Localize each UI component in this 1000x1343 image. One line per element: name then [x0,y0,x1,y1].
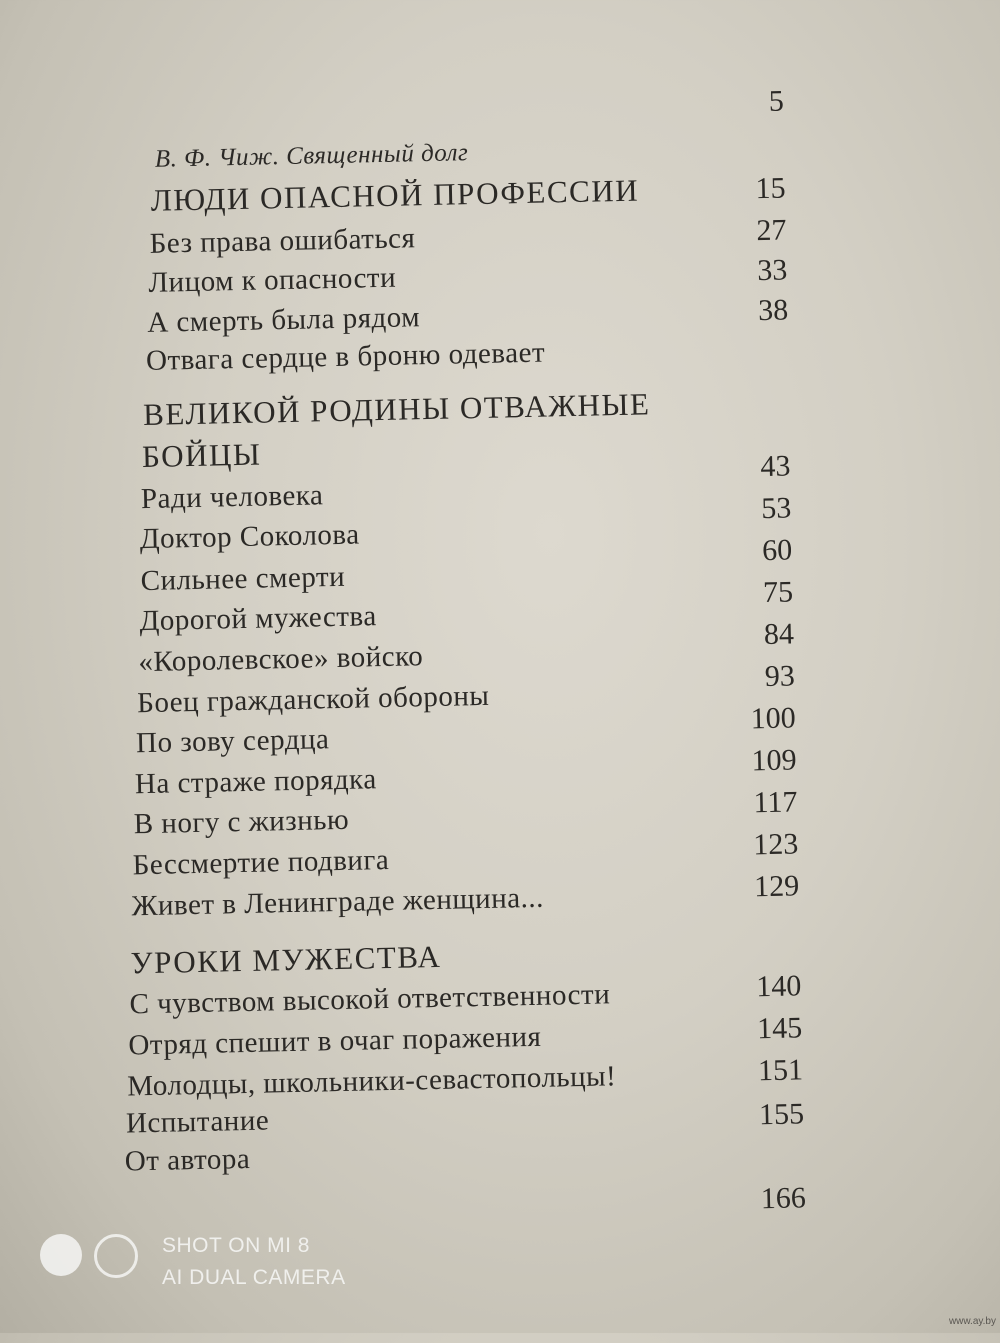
toc-entry: Отвага сердце в броню одевает [145,336,546,377]
toc-entry: С чувством высокой ответственности [129,978,611,1021]
toc-entry: Боец гражданской обороны [136,679,490,720]
toc-page-number: 93 [764,659,796,694]
toc-entry: По зову сердца [135,723,330,760]
site-watermark: www.ay.by [948,1316,996,1327]
toc-author-preface: В. Ф. Чиж. Священный долг [154,139,469,173]
toc-entry: Испытание [125,1104,270,1140]
toc-entry: Молодцы, школьники-севастопольцы! [126,1060,617,1103]
toc-section-title: ВЕЛИКОЙ РОДИНЫ ОТВАЖНЫЕ [142,386,651,433]
toc-page-number: 155 [758,1097,805,1132]
toc-page-number: 33 [756,253,788,288]
toc-section-title: УРОКИ МУЖЕСТВА [130,938,442,981]
toc-entry: Дорогой мужества [139,600,377,638]
toc-page-number: 38 [757,293,789,328]
watermark-line-1: SHOT ON MI 8 [162,1234,310,1257]
toc-page-number: 166 [760,1181,807,1216]
toc-page-number: 43 [760,449,791,484]
toc-page-number: 140 [755,969,802,1004]
toc-entry: На страже порядка [134,763,377,801]
toc-entry: Сильнее смерти [140,560,346,598]
toc-page-number: 75 [762,575,794,610]
toc-page-number: 151 [757,1053,804,1088]
toc-entry: Лицом к опасности [148,261,397,299]
toc-page-number: 123 [753,827,799,862]
dual-camera-filled-circle-icon [40,1234,82,1276]
toc-page-number: 60 [761,533,793,568]
toc-entry: Живет в Ленинграде женщина... [131,881,545,923]
toc-entry: От автора [124,1142,251,1178]
toc-section-title: БОЙЦЫ [141,436,262,475]
toc-page-number: 53 [760,491,792,526]
toc-page-number: 109 [751,743,797,778]
toc-entry: Без права ошибаться [149,222,416,260]
toc-entry: Отряд спешит в очаг поражения [128,1020,542,1062]
toc-page-number: 145 [756,1011,803,1046]
camera-watermark [40,1232,460,1322]
toc-entry: Доктор Соколова [139,518,360,556]
toc-entry: В ногу с жизнью [133,803,350,841]
toc-page-number: 5 [768,84,785,118]
toc-page-number: 117 [753,785,798,820]
toc-entry: Бессмертие подвига [132,843,390,882]
toc-page-number: 129 [753,869,800,904]
toc-page-number: 27 [756,213,787,248]
toc-entry: А смерть была рядом [146,301,421,339]
toc-section-title: ЛЮДИ ОПАСНОЙ ПРОФЕССИИ [150,172,640,218]
toc-page-number: 84 [763,617,795,652]
toc-page-number: 100 [750,701,797,736]
toc-entry: Ради человека [140,479,324,516]
watermark-line-2: AI DUAL CAMERA [162,1266,346,1289]
dual-camera-outline-circle-icon [94,1234,138,1278]
toc-entry: «Королевское» войско [138,640,424,679]
toc-page-number: 15 [755,171,786,206]
